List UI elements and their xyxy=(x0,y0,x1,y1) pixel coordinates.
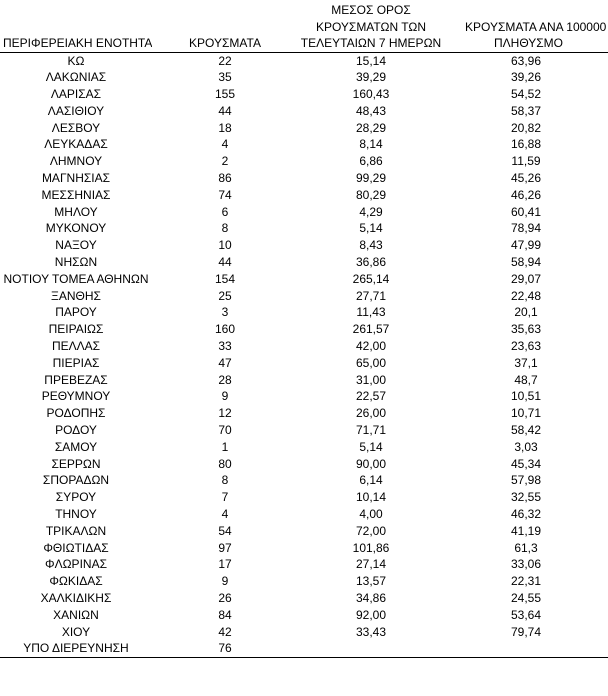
header-avg7-line1: ΜΕΣΟΣ ΟΡΟΣ xyxy=(331,3,411,17)
per100k-cell: 29,07 xyxy=(510,271,542,286)
cases-cell: 54 xyxy=(218,523,232,538)
per100k-cell: 16,88 xyxy=(510,137,542,152)
per100k-cell xyxy=(444,640,608,657)
avg7-cell: 72,00 xyxy=(355,523,387,538)
table-row xyxy=(0,556,608,573)
cases-cell: 160 xyxy=(214,322,236,337)
table-row xyxy=(0,372,608,389)
region-cell: ΛΑΣΙΘΙΟΥ xyxy=(47,103,105,118)
avg7-cell: 26,00 xyxy=(355,406,387,421)
region-cell: ΠΙΕΡΙΑΣ xyxy=(52,355,100,370)
table-row xyxy=(0,136,608,153)
region-cell: ΝΑΞΟΥ xyxy=(55,238,97,253)
table-row xyxy=(0,153,608,170)
cases-cell: 22 xyxy=(218,53,232,68)
table-row xyxy=(0,288,608,305)
region-cell: ΛΑΡΙΣΑΣ xyxy=(50,87,102,102)
region-cell: ΜΑΓΝΗΣΙΑΣ xyxy=(41,171,111,186)
table-row xyxy=(0,355,608,372)
per100k-cell: 33,06 xyxy=(510,557,542,572)
table-row xyxy=(0,338,608,355)
region-cell: ΝΟΤΙΟΥ ΤΟΜΕΑ ΑΘΗΝΩΝ xyxy=(3,271,149,286)
table-row xyxy=(0,472,608,489)
avg7-cell: 71,71 xyxy=(355,423,387,438)
cases-cell: 4 xyxy=(221,137,229,152)
cases-cell: 8 xyxy=(221,473,229,488)
table-row xyxy=(0,170,608,187)
cases-cell: 26 xyxy=(218,591,232,605)
avg7-cell: 27,14 xyxy=(355,557,387,572)
per100k-cell: 39,26 xyxy=(510,70,542,85)
cases-cell: 155 xyxy=(214,87,236,102)
region-cell: ΠΡΕΒΕΖΑΣ xyxy=(44,372,108,387)
table-row xyxy=(0,422,608,439)
per100k-cell: 32,55 xyxy=(510,490,542,505)
per100k-cell: 37,1 xyxy=(514,355,538,370)
cases-cell: 28 xyxy=(218,372,232,387)
avg7-cell: 4,00 xyxy=(359,507,383,522)
table-row xyxy=(0,271,608,288)
header-avg7-line3: ΤΕΛΕΥΤΑΙΩΝ 7 ΗΜΕΡΩΝ xyxy=(300,36,442,50)
avg7-cell: 34,86 xyxy=(355,591,387,605)
avg7-cell xyxy=(298,640,444,657)
per100k-cell: 20,82 xyxy=(510,120,542,135)
cases-cell: 7 xyxy=(221,490,229,505)
cases-cell: 9 xyxy=(221,574,229,589)
avg7-cell: 80,29 xyxy=(355,187,387,202)
per100k-cell: 10,71 xyxy=(510,406,542,421)
table-row xyxy=(0,304,608,321)
region-cell: ΛΑΚΩΝΙΑΣ xyxy=(45,70,107,85)
per100k-cell: 61,3 xyxy=(514,540,538,555)
region-cell: ΦΛΩΡΙΝΑΣ xyxy=(45,557,107,572)
table-row xyxy=(0,489,608,506)
region-cell: ΧΑΝΙΩΝ xyxy=(53,607,99,622)
header-per100k xyxy=(444,0,608,52)
region-cell: ΜΗΛΟΥ xyxy=(54,204,98,219)
region-cell: ΝΗΣΩΝ xyxy=(54,255,98,270)
cases-cell: 1 xyxy=(221,439,229,454)
avg7-cell: 8,43 xyxy=(359,238,383,253)
avg7-cell: 33,43 xyxy=(355,624,387,639)
region-cell: ΣΑΜΟΥ xyxy=(54,439,98,454)
avg7-cell: 48,43 xyxy=(355,103,387,118)
avg7-cell: 10,14 xyxy=(355,490,387,505)
table-row xyxy=(0,220,608,237)
per100k-cell: 46,32 xyxy=(510,507,542,522)
per100k-cell: 41,19 xyxy=(510,523,542,538)
avg7-cell: 6,86 xyxy=(359,154,383,169)
per100k-cell: 63,96 xyxy=(510,53,542,68)
per100k-cell: 57,98 xyxy=(510,473,542,488)
per100k-cell: 54,52 xyxy=(510,87,542,102)
table-row xyxy=(0,573,608,590)
per100k-cell: 11,59 xyxy=(511,154,541,169)
avg7-cell: 261,57 xyxy=(352,322,390,337)
region-cell: ΥΠΟ ΔΙΕΡΕΥΝΗΣΗ xyxy=(0,640,152,657)
header-per100k-line2: ΠΛΗΘΥΣΜΟ xyxy=(493,36,564,50)
cases-cell: 12 xyxy=(218,406,232,421)
avg7-cell: 160,43 xyxy=(352,87,390,102)
cases-cell: 35 xyxy=(218,70,232,85)
avg7-cell: 11,43 xyxy=(356,305,386,320)
table-row xyxy=(0,405,608,422)
avg7-cell: 27,71 xyxy=(355,288,387,303)
per100k-cell: 46,26 xyxy=(510,187,542,202)
region-cell: ΜΕΣΣΗΝΙΑΣ xyxy=(41,187,111,202)
table-row xyxy=(0,204,608,221)
region-cell: ΤΗΝΟΥ xyxy=(55,507,97,522)
region-cell: ΚΩ xyxy=(67,53,85,68)
avg7-cell: 8,14 xyxy=(359,137,383,152)
region-cell: ΦΘΙΩΤΙΔΑΣ xyxy=(43,540,109,555)
avg7-cell: 15,14 xyxy=(355,53,387,68)
per100k-cell: 58,42 xyxy=(510,423,542,438)
avg7-cell: 65,00 xyxy=(355,355,387,370)
region-cell: ΠΕΙΡΑΙΩΣ xyxy=(48,322,104,337)
region-cell: ΣΥΡΟΥ xyxy=(55,490,97,505)
table-row xyxy=(0,69,608,86)
cases-cell: 84 xyxy=(218,607,232,622)
per100k-cell: 3,03 xyxy=(514,439,538,454)
cases-cell: 47 xyxy=(218,355,232,370)
region-cell: ΡΕΘΥΜΝΟΥ xyxy=(41,389,111,404)
cases-cell: 3 xyxy=(221,305,229,320)
cases-cell: 97 xyxy=(218,540,232,555)
per100k-cell: 60,41 xyxy=(510,204,542,219)
table-row xyxy=(0,388,608,405)
per100k-cell: 53,64 xyxy=(510,607,542,622)
table-row xyxy=(0,321,608,338)
cases-cell: 18 xyxy=(218,120,232,135)
cases-cell: 8 xyxy=(221,221,229,236)
cases-cell: 42 xyxy=(218,624,232,639)
cases-cell: 6 xyxy=(221,204,229,219)
cases-cell: 44 xyxy=(218,255,232,270)
per100k-cell: 22,48 xyxy=(510,288,542,303)
avg7-cell: 22,57 xyxy=(355,389,387,404)
table-row xyxy=(0,590,608,607)
region-cell: ΛΕΥΚΑΔΑΣ xyxy=(44,137,108,152)
avg7-cell: 265,14 xyxy=(352,271,390,286)
avg7-cell: 28,29 xyxy=(355,120,387,135)
table-body xyxy=(0,52,608,658)
cases-cell: 70 xyxy=(218,423,232,438)
table-row xyxy=(0,640,608,657)
region-cell: ΡΟΔΟΠΗΣ xyxy=(46,406,106,421)
avg7-cell: 6,14 xyxy=(359,473,383,488)
table-row xyxy=(0,456,608,473)
per100k-cell: 58,37 xyxy=(510,103,542,118)
region-cell: ΦΩΚΙΔΑΣ xyxy=(49,574,103,589)
header-avg7 xyxy=(298,0,444,52)
avg7-cell: 39,29 xyxy=(355,70,387,85)
region-cell: ΧΙΟΥ xyxy=(61,624,91,639)
table-row xyxy=(0,86,608,103)
avg7-cell: 101,86 xyxy=(352,540,390,555)
cases-cell: 4 xyxy=(221,507,229,522)
header-cases xyxy=(152,0,298,52)
cases-cell: 44 xyxy=(218,103,232,118)
cases-cell: 86 xyxy=(218,171,232,186)
table-row xyxy=(0,52,608,69)
header-region-label: ΠΕΡΙΦΕΡΕΙΑΚΗ ΕΝΟΤΗΤΑ xyxy=(3,36,152,50)
per100k-cell: 24,55 xyxy=(510,591,542,605)
per100k-cell: 35,63 xyxy=(510,322,542,337)
per100k-cell: 79,74 xyxy=(510,624,542,639)
per100k-cell: 48,7 xyxy=(514,372,538,387)
region-cell: ΛΕΣΒΟΥ xyxy=(51,120,101,135)
cases-cell: 154 xyxy=(214,271,236,286)
cases-cell: 25 xyxy=(218,288,232,303)
cases-cell: 2 xyxy=(221,154,229,169)
avg7-cell: 92,00 xyxy=(355,607,387,622)
cases-cell: 76 xyxy=(152,640,298,657)
per100k-cell: 22,31 xyxy=(510,574,542,589)
cases-cell: 10 xyxy=(218,238,232,253)
per100k-cell: 78,94 xyxy=(510,221,542,236)
cases-cell: 80 xyxy=(218,456,232,471)
avg7-cell: 4,29 xyxy=(359,204,383,219)
cases-cell: 17 xyxy=(218,557,232,572)
per100k-cell: 10,51 xyxy=(510,389,542,404)
region-cell: ΡΟΔΟΥ xyxy=(55,423,97,438)
table-row xyxy=(0,254,608,271)
region-cell: ΛΗΜΝΟΥ xyxy=(49,154,103,169)
table-row xyxy=(0,187,608,204)
avg7-cell: 99,29 xyxy=(355,171,387,186)
avg7-cell: 5,14 xyxy=(359,221,383,236)
cases-cell: 33 xyxy=(218,339,232,354)
table-row xyxy=(0,523,608,540)
per100k-cell: 23,63 xyxy=(510,339,542,354)
table-header xyxy=(0,0,608,52)
cases-cell: 74 xyxy=(218,187,232,202)
avg7-cell: 42,00 xyxy=(355,339,387,354)
header-per100k-line1: ΚΡΟΥΣΜΑΤΑ ΑΝΑ 100000 xyxy=(465,19,607,34)
header-cases-label: ΚΡΟΥΣΜΑΤΑ xyxy=(189,36,261,50)
table-row xyxy=(0,237,608,254)
table-row xyxy=(0,624,608,641)
table-row xyxy=(0,607,608,624)
cases-cell: 9 xyxy=(221,389,229,404)
table-row xyxy=(0,540,608,557)
avg7-cell: 5,14 xyxy=(359,439,383,454)
region-cell: ΧΑΛΚΙΔΙΚΗΣ xyxy=(40,591,112,605)
region-cell: ΜΥΚΟΝΟΥ xyxy=(45,221,107,236)
region-cell: ΞΑΝΘΗΣ xyxy=(51,288,101,303)
region-cell: ΠΕΛΛΑΣ xyxy=(51,339,101,354)
header-avg7-line2: ΚΡΟΥΣΜΑΤΩΝ ΤΩΝ xyxy=(315,19,427,34)
region-cell: ΣΠΟΡΑΔΩΝ xyxy=(42,473,110,488)
table-row xyxy=(0,506,608,523)
table-row xyxy=(0,103,608,120)
region-cell: ΤΡΙΚΑΛΩΝ xyxy=(45,523,107,538)
region-cell: ΣΕΡΡΩΝ xyxy=(51,456,101,471)
table-row xyxy=(0,120,608,137)
per100k-cell: 45,34 xyxy=(510,456,542,471)
per100k-cell: 58,94 xyxy=(510,255,542,270)
per100k-cell: 20,1 xyxy=(514,305,538,320)
avg7-cell: 36,86 xyxy=(355,255,387,270)
avg7-cell: 13,57 xyxy=(355,574,387,589)
table-row xyxy=(0,439,608,456)
avg7-cell: 31,00 xyxy=(355,372,387,387)
header-row xyxy=(0,0,608,52)
avg7-cell: 90,00 xyxy=(355,456,387,471)
per100k-cell: 47,99 xyxy=(510,238,542,253)
region-cell: ΠΑΡΟΥ xyxy=(55,305,97,320)
per100k-cell: 45,26 xyxy=(510,171,542,186)
header-region xyxy=(0,0,152,52)
